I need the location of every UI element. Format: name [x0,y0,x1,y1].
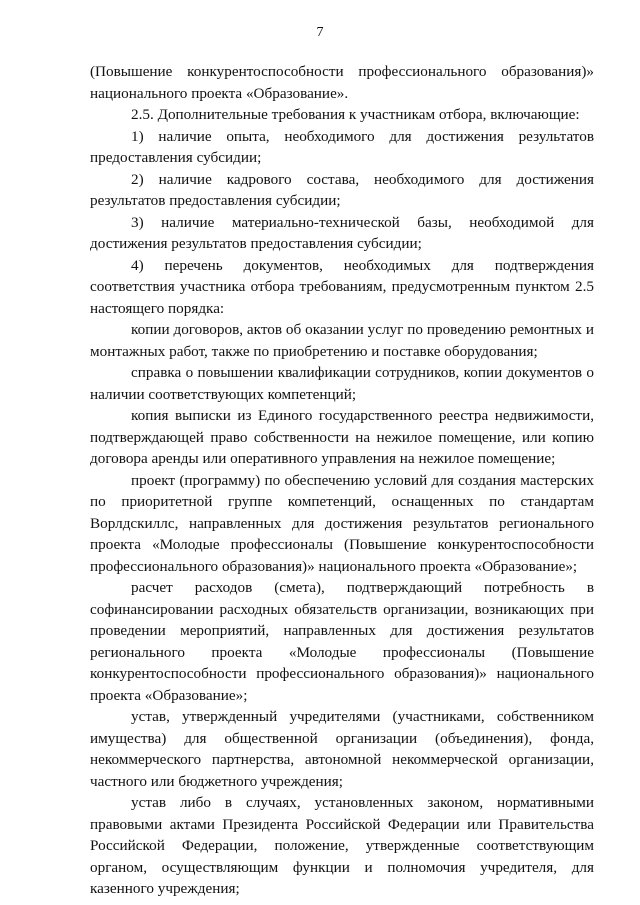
paragraph: устав, утвержденный учредителями (участниками, собственником имущества) для общественной организации (объединения), фонда, некоммерческого партнерства, автономной некоммерческой организации, частного или бюджетного учреждения; [90,708,594,790]
paragraph: 2) наличие кадрового состава, необходимого для достижения результатов предоставления субсидии; [90,170,594,209]
paragraph: копия выписки из Единого государственного реестра недвижимости, подтверждающей право собственности на нежилое помещение, или копию договора аренды или оперативного управления на нежилое помещение; [90,407,594,467]
paragraph: (Повышение конкурентоспособности профессионального образования)» национального проекта «Образование». [90,63,594,102]
paragraph: копии договоров, актов об оказании услуг по проведению ремонтных и монтажных работ, также по приобретению и поставке оборудования; [90,321,594,360]
paragraph: 4) перечень документов, необходимых для подтверждения соответствия участника отбора требованиям, предусмотренным пунктом 2.5 настоящего порядка: [90,256,594,317]
document-body [90,61,594,900]
paragraph: справка о повышении квалификации сотрудников, копии документов о наличии соответствующих компетенций; [90,364,594,403]
page-number: 7 [316,25,324,40]
paragraph: 3) наличие материально-технической базы, необходимой для достижения результатов предоставления субсидии; [90,213,594,252]
paragraph: 2.5. Дополнительные требования к участникам отбора, включающие: [131,106,580,123]
paragraph: расчет расходов (смета), подтверждающий потребность в софинансировании расходных обязательств организации, возникающих при проведении мероприятий, направленных для достижения результатов регионального проекта «Молодые профессионалы (Повышение конкурентоспособности профессионального образования)» национального проекта «Образование»; [90,579,594,704]
paragraph: проект (программу) по обеспечению условий для создания мастерских по приоритетной группе компетенций, оснащенных по стандартам Ворлдскиллс, направленных для достижения результатов регионального проекта «Молодые профессионалы (Повышение конкурентоспособности профессионального образования)» национального проекта «Образование»; [90,471,594,575]
paragraph: устав либо в случаях, установленных законом, нормативными правовыми актами Президента Российской Федерации или Правительства Российской Федерации, положение, утвержденные соответствующим органом, осуществляющим функции и полномочия учредителя, для казенного учреждения; [90,794,594,897]
paragraph: 1) наличие опыта, необходимого для достижения результатов предоставления субсидии; [90,127,594,166]
